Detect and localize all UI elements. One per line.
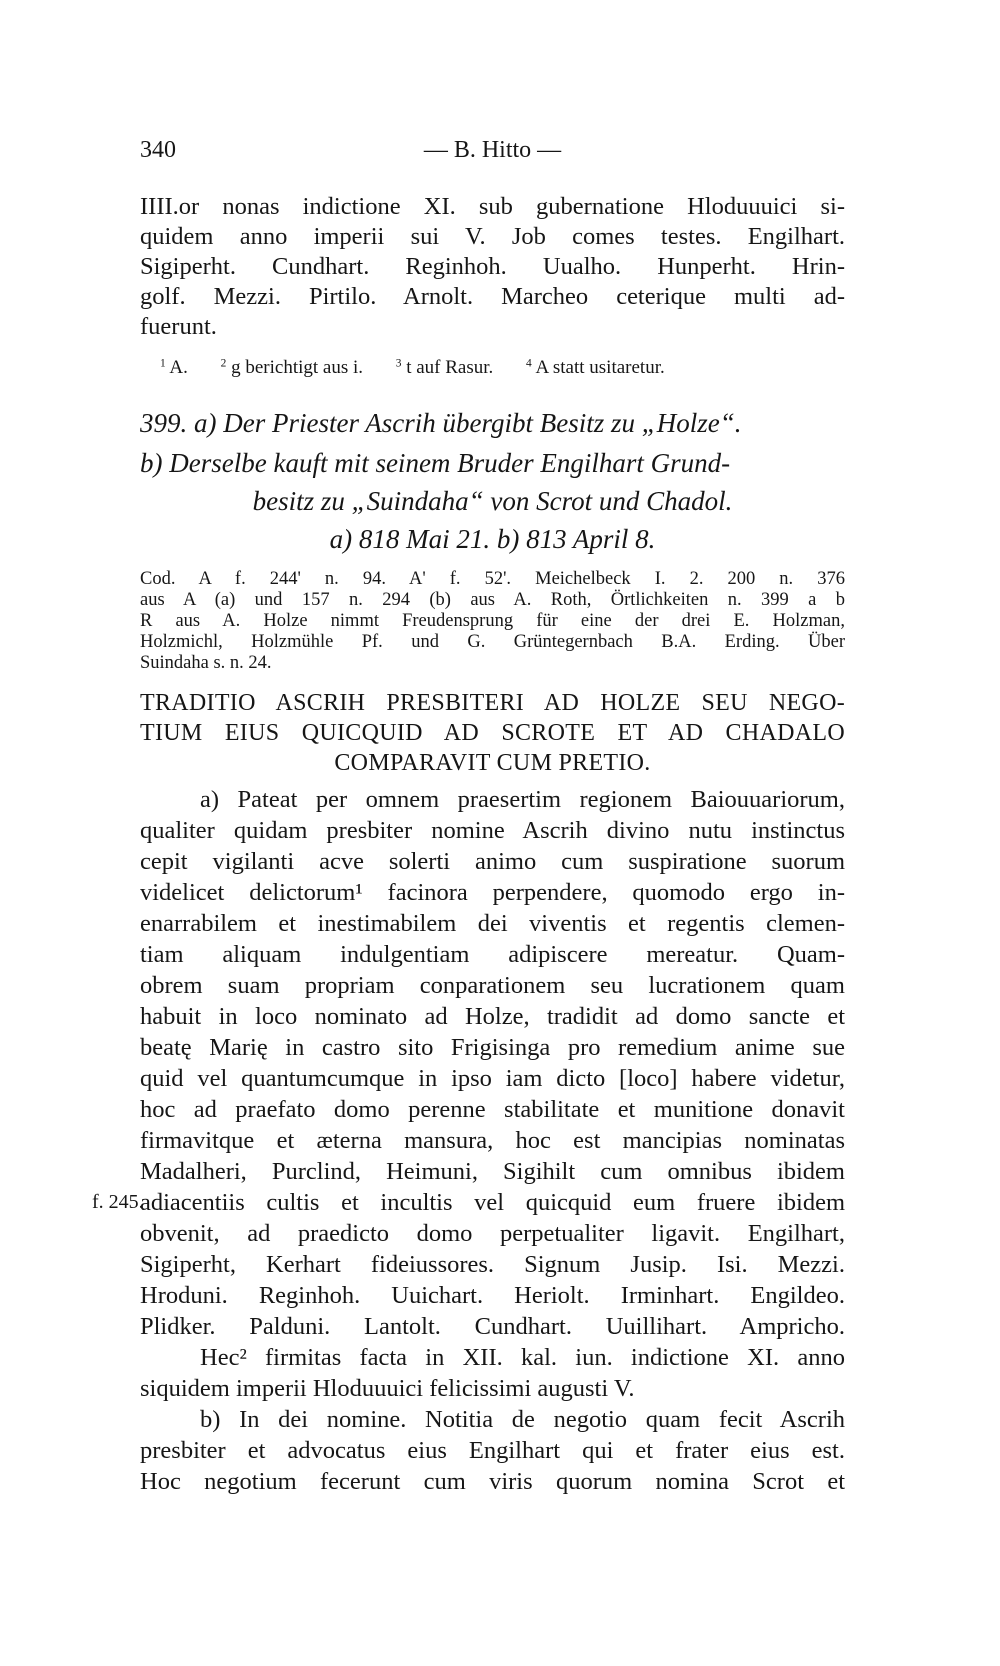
footnote: $^1$ A. <box>160 357 188 378</box>
body-line: Hoc negotium fecerunt cum viris quorum nomina Scrot et <box>140 1468 845 1495</box>
body-line: habuit in loco nominato ad Holze, tradidit ad domo sancte et <box>140 1003 845 1030</box>
apparatus-line: Suindaha s. n. 24. <box>140 653 272 673</box>
footnote: $^4$ A statt usitaretur. <box>526 357 665 378</box>
apparatus-line: aus A (a) und 157 n. 294 (b) aus A. Roth, Örtlichkeiten n. 399 a b <box>140 590 845 610</box>
body-line: firmavitque et æterna mansura, hoc est mancipias nominatas <box>140 1127 845 1154</box>
page-header <box>140 137 845 177</box>
body-line: cepit vigilanti acve solerti animo cum suspiratione suorum <box>140 848 845 875</box>
body-line: Sigiperht. Cundhart. Reginhoh. Uualho. Hunperht. Hrin- <box>140 253 845 280</box>
body-line: enarrabilem et inestimabilem dei viventis et regentis clemen- <box>140 910 845 937</box>
caps-title-line: TRADITIO ASCRIH PRESBITERI AD HOLZE SEU NEGO- <box>140 690 845 716</box>
body-line: tiam aliquam indulgentiam adipiscere mereatur. Quam- <box>140 941 845 968</box>
body-line: adiacentiis cultis et incultis vel quicquid eum fruere ibidem <box>140 1189 845 1216</box>
doc-heading-line: besitz zu „Suindaha“ von Scrot und Chadol. <box>252 486 733 516</box>
body-line: quidem anno imperii sui V. Job comes testes. Engilhart. <box>140 223 845 250</box>
page-number: 340 <box>140 137 176 163</box>
body-line: hoc ad praefato domo perenne stabilitate et munitione donavit <box>140 1096 845 1123</box>
footnotes <box>160 357 693 379</box>
apparatus-line: Holzmichl, Holzmühle Pf. und G. Grüntegernbach B.A. Erding. Über <box>140 632 845 652</box>
running-title: — B. Hitto — <box>423 137 562 163</box>
body-line: presbiter et advocatus eius Engilhart qui et frater eius est. <box>140 1437 845 1464</box>
body-line: fuerunt. <box>140 313 217 340</box>
caps-title-line: COMPARAVIT CUM PRETIO. <box>334 750 651 776</box>
body-line: obvenit, ad praedicto domo perpetualiter ligavit. Engilhart, <box>140 1220 845 1247</box>
margin-folio-note: f. 245. <box>92 1191 144 1213</box>
body-line: Hroduni. Reginhoh. Uuichart. Heriolt. Irminhart. Engildeo. <box>140 1282 845 1309</box>
caps-title-line: TIUM EIUS QUICQUID AD SCROTE ET AD CHADALO <box>140 720 845 746</box>
body-line: videlicet delictorum¹ facinora perpendere, quomodo ergo in- <box>140 879 845 906</box>
body-line: IIII.or nonas indictione XI. sub gubernatione Hloduuuici si- <box>140 193 845 220</box>
doc-heading-line: 399. a) Der Priester Ascrih übergibt Besitz zu „Holze“. <box>140 408 742 438</box>
body-line: beatę Marię in castro sito Frigisinga pro remedium anime sue <box>140 1034 845 1061</box>
footnote: $^2$ g berichtigt aus i. <box>220 357 364 378</box>
doc-heading-line: b) Derselbe kauft mit seinem Bruder Engilhart Grund- <box>140 448 731 478</box>
body-line: Madalheri, Purclind, Heimuni, Sigihilt cum omnibus ibidem <box>140 1158 845 1185</box>
body-line: Plidker. Palduni. Lantolt. Cundhart. Uuillihart. Ampricho. <box>140 1313 845 1340</box>
body-line: Hec² firmitas facta in XII. kal. iun. indictione XI. anno <box>200 1344 845 1371</box>
footnote: $^3$ t auf Rasur. <box>395 357 494 378</box>
body-line: Sigiperht, Kerhart fideiussores. Signum Jusip. Isi. Mezzi. <box>140 1251 845 1278</box>
body-line: golf. Mezzi. Pirtilo. Arnolt. Marcheo ceterique multi ad- <box>140 283 845 310</box>
apparatus-line: R aus A. Holze nimmt Freudensprung für eine der drei E. Holzman, <box>140 611 845 631</box>
body-line: qualiter quidam presbiter nomine Ascrih divino nutu instinctus <box>140 817 845 844</box>
body-line: b) In dei nomine. Notitia de negotio quam fecit Ascrih <box>200 1406 845 1433</box>
apparatus-line: Cod. A f. 244' n. 94. A' f. 52'. Meichelbeck I. 2. 200 n. 376 <box>140 569 845 589</box>
body-line: quid vel quantumcumque in ipso iam dicto [loco] habere videtur, <box>140 1065 845 1092</box>
body-line: a) Pateat per omnem praesertim regionem Baiouuariorum, <box>200 786 845 813</box>
body-line: siquidem imperii Hloduuuici felicissimi augusti V. <box>140 1375 635 1402</box>
doc-heading-dates: a) 818 Mai 21. b) 813 April 8. <box>329 524 656 554</box>
body-line: obrem suam propriam conparationem seu lucrationem quam <box>140 972 845 999</box>
